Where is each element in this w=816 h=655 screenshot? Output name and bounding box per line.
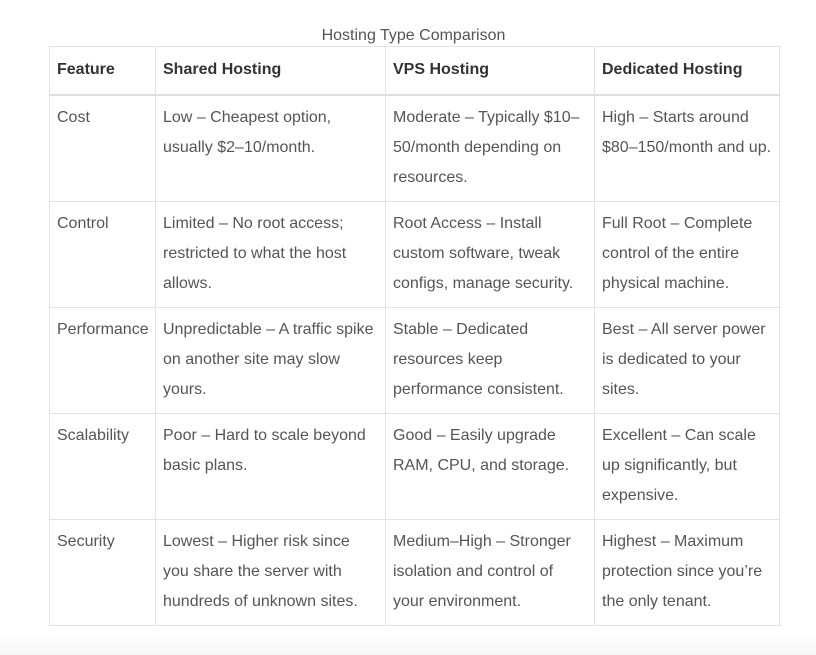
table-row-performance (50, 308, 780, 414)
shared-cell: Low – Cheapest option, usually $2–10/month. (156, 95, 386, 202)
shared-cell: Unpredictable – A traffic spike on another site may slow yours. (156, 308, 386, 414)
vps-cell: Root Access – Install custom software, tweak configs, manage security. (386, 202, 595, 308)
header-vps-hosting: VPS Hosting (386, 47, 595, 96)
vps-cell: Medium–High – Stronger isolation and control of your environment. (386, 520, 595, 626)
dedicated-cell: Best – All server power is dedicated to your sites. (595, 308, 780, 414)
shared-cell: Limited – No root access; restricted to what the host allows. (156, 202, 386, 308)
header-shared-hosting: Shared Hosting (156, 47, 386, 96)
feature-cell: Scalability (50, 414, 156, 520)
dedicated-cell: Excellent – Can scale up significantly, but expensive. (595, 414, 780, 520)
table-caption: Hosting Type Comparison (321, 27, 506, 44)
header-row (50, 47, 780, 96)
dedicated-cell: Full Root – Complete control of the entire physical machine. (595, 202, 780, 308)
header-feature: Feature (50, 47, 156, 96)
shared-cell: Lowest – Higher risk since you share the server with hundreds of unknown sites. (156, 520, 386, 626)
table-row-cost (50, 95, 780, 202)
feature-cell: Control (50, 202, 156, 308)
feature-cell: Performance (50, 308, 156, 414)
table-row-scalability (50, 414, 780, 520)
shared-cell: Poor – Hard to scale beyond basic plans. (156, 414, 386, 520)
feature-cell: Cost (50, 95, 156, 202)
header-dedicated-hosting: Dedicated Hosting (595, 47, 780, 96)
vps-cell: Good – Easily upgrade RAM, CPU, and storage. (386, 414, 595, 520)
dedicated-cell: Highest – Maximum protection since you’re the only tenant. (595, 520, 780, 626)
vps-cell: Moderate – Typically $10–50/month depending on resources. (386, 95, 595, 202)
table-row-security (50, 520, 780, 626)
hosting-comparison-table (49, 46, 780, 626)
feature-cell: Security (50, 520, 156, 626)
dedicated-cell: High – Starts around $80–150/month and up. (595, 95, 780, 202)
vps-cell: Stable – Dedicated resources keep performance consistent. (386, 308, 595, 414)
bottom-fade (0, 630, 816, 655)
table-row-control (50, 202, 780, 308)
